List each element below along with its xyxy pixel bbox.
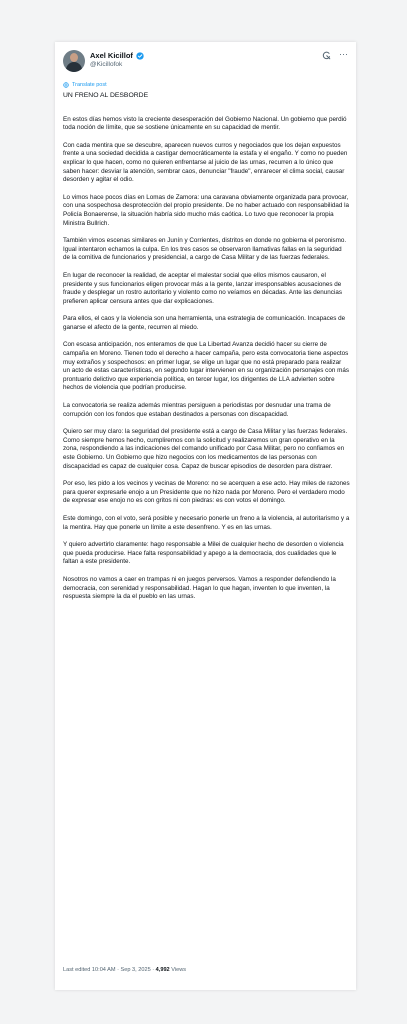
grok-icon[interactable] (322, 51, 331, 60)
post-header (63, 50, 348, 80)
verified-badge-icon (136, 52, 144, 60)
post-paragraph: Para ellos, el caos y la violencia son una herramienta, una estrategia de comunicación. Incapaces de ganarse el afecto de la gente, recurren al miedo. (63, 315, 346, 331)
post-paragraph: En estos días hemos visto la creciente desesperación del Gobierno Nacional. Un gobierno que perdió toda noción de límite, que se sostiene únicamente en su capacidad de mentir. (63, 115, 347, 132)
post-paragraph: Y quiero advertirlo claramente: hago responsable a Milei de cualquier hecho de desorden o violencia que pueda producirse. Hace falta responsabilidad y apego a la democracia, dos cualidades que le faltan a este presidente. (63, 541, 344, 566)
avatar[interactable] (63, 50, 85, 72)
views-count: 4,992 (155, 967, 170, 973)
post-footer (63, 967, 186, 973)
views-label: Views (169, 967, 187, 973)
translate-post-label[interactable]: Translate post (72, 82, 107, 88)
translate-icon (63, 82, 69, 88)
edited-timestamp[interactable]: Last edited 10:04 AM · Sep 3, 2025 · (63, 967, 156, 973)
post-paragraph: Este domingo, con el voto, será posible y necesario ponerle un freno a la violencia, al autoritarismo y a la mentira. Hay que ponerle un límite a este desenfreno. Y es en las urnas. (63, 514, 350, 531)
post-paragraph: Con cada mentira que se descubre, aparecen nuevos curros y negociados que los dejan expuestos frente a una sociedad decidida a castigar democráticamente la estafa y el engaño. Y como no pueden explicar lo que hacen, como no quieren enfrentarse al juicio de las urnas, recurren a lo único que saben hacer: desviar la atención, sembrar caos, denunciar "fraude", enrarecer el clima social, causar desorden y agitar el odio. (63, 141, 348, 184)
post-paragraph: También vimos escenas similares en Junín y Corrientes, distritos en donde no gobierna el peronismo. Igual intentaron echarnos la culpa. En los tres casos se observaron llamativas fallas en la seguridad de la comitiva de funcionarios y presidencial, a cargo de Casa Militar y de las fuerzas federales. (63, 237, 347, 262)
post-paragraph: Quiero ser muy claro: la seguridad del presidente está a cargo de Casa Militar y las fuerzas federales. Como siempre hemos hecho, cumpliremos con la solicitud y realizaremos un gran operativo en la zona, respondiendo a las indicaciones del comando unificado por Casa Militar, pero no confiamos en este Gobierno. Un Gobierno que hizo negocios con los medicamentos de las personas con discapacidad es capaz de cualquier cosa. Capaz de buscar episodios de desorden para distraer. (63, 428, 348, 470)
author-name[interactable]: Axel Kicillof (90, 51, 133, 60)
post-paragraph: La convocatoria se realiza además mientras persiguen a periodistas por desnudar una trama de corrupción con los fondos que estaban destinados a personas con discapacidad. (63, 402, 331, 418)
author-name-row (90, 51, 144, 60)
post-card (55, 42, 356, 990)
post-paragraph: Por eso, les pido a los vecinos y vecinas de Moreno: no se acerquen a ese acto. Hay miles de razones para querer expresarle enojo a un Presidente que no hizo nada por Moreno. Pero el verdadero modo de expresar ese enojo no es con gritos ni con piedras: es con votos el domingo. (63, 480, 350, 505)
post-paragraph: Con escasa anticipación, nos enteramos de que La Libertad Avanza decidió hacer su cierre de campaña en Moreno. Tienen todo el derecho a hacer campaña, pero esta convocatoria tiene aspectos muy extraños y sospechosos: en primer lugar, se elige un lugar que no está preparado para realizar un acto de estas características, en segundo lugar intervienen en su organización personajes con más prontuario delictivo que experiencia política, en tercer lugar, los dirigentes de LLA advierten sobre hechos de violencia que podrían producirse. (63, 341, 349, 392)
post-paragraph: En lugar de reconocer la realidad, de aceptar el malestar social que ellos mismos causaron, el presidente y sus funcionarios eligen provocar más a la gente, lanzar irresponsables acusaciones de fraude y desplegar un rostro autoritario y violento como no veíamos en décadas. Ante las denuncias prefieren aplicar censura antes que dar explicaciones. (63, 271, 342, 305)
post-paragraph: Nosotros no vamos a caer en trampas ni en juegos perversos. Vamos a responder defendiendo la democracia, con serenidad y responsabilidad. Hagan lo que hagan, inventen lo que inventen, la respuesta siempre la da el pueblo en las urnas. (63, 575, 336, 601)
post-text (63, 92, 350, 611)
post-title: UN FRENO AL DESBORDE (63, 92, 149, 99)
author-handle[interactable]: @Kicillofok (90, 61, 123, 68)
post-paragraph: Lo vimos hace pocos días en Lomas de Zamora: una caravana obviamente organizada para provocar, con una sospechosa desprotección del propio presidente. De no haber actuado con responsabilidad la Policía Bonaerense, la situación habría sido mucho más caótica. Lo tuvo que reconocer la propia Ministra Bullrich. (63, 193, 350, 227)
more-options-icon[interactable]: ··· (339, 49, 348, 59)
translate-post-link[interactable] (63, 82, 107, 88)
